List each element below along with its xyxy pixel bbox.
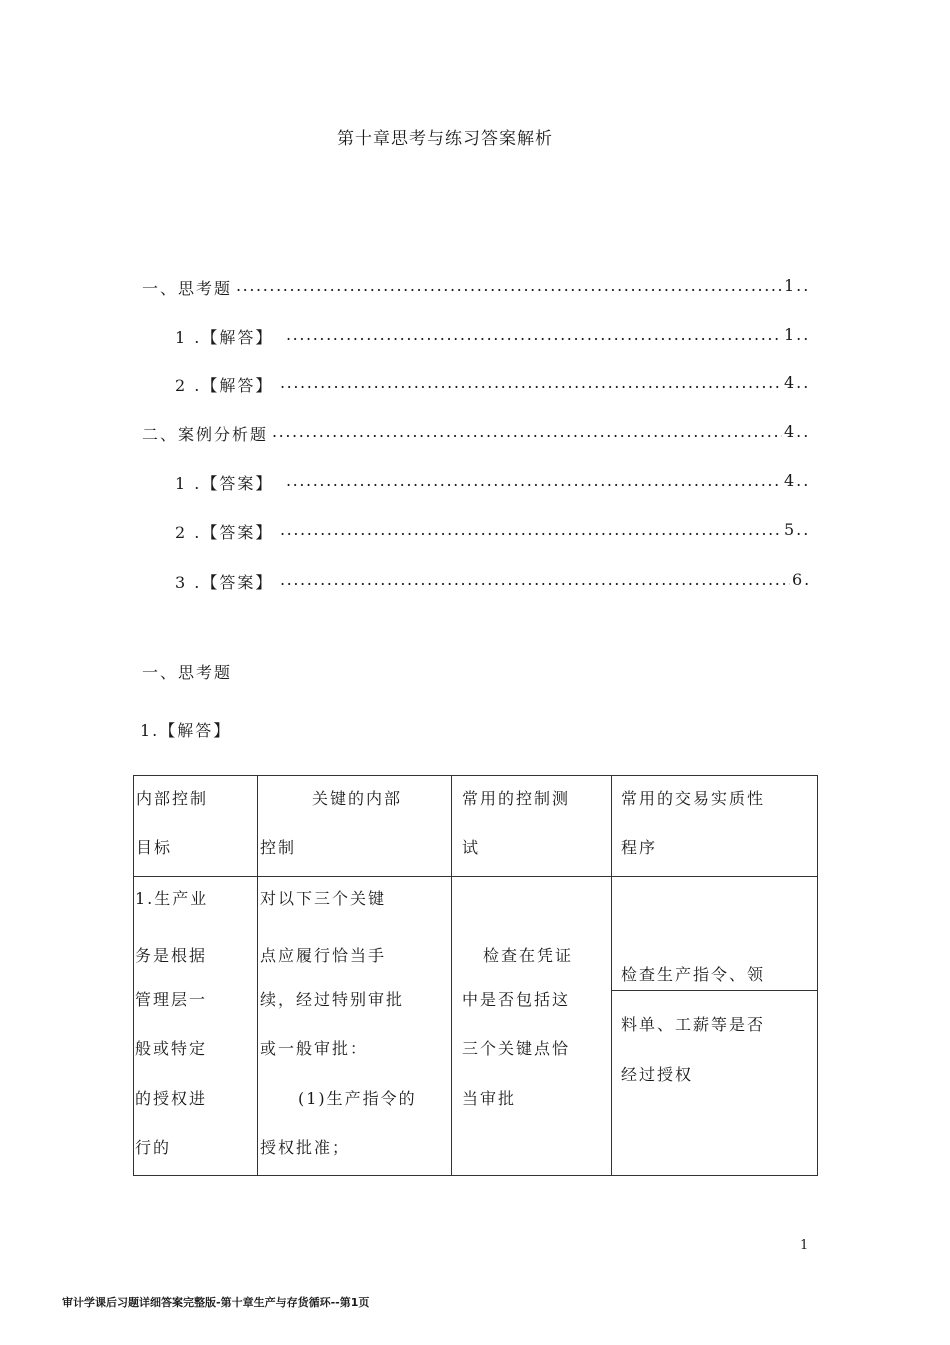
toc-page: 4..	[784, 373, 811, 392]
cell-line: 授权批准；	[260, 1138, 351, 1157]
table-cell	[134, 877, 258, 1176]
toc-label: 1 .【解答】	[175, 328, 274, 347]
cell-line: 般或特定	[135, 1039, 208, 1058]
toc-entry[interactable]	[0, 570, 950, 594]
toc-leader	[286, 325, 782, 344]
toc-label: 一、思考题	[142, 279, 233, 298]
table-row	[134, 877, 818, 1176]
cell-line: 控制	[260, 838, 297, 857]
toc-entry[interactable]	[0, 373, 950, 397]
sub-heading: 1.【解答】	[140, 721, 232, 740]
cell-line: 1.生产业	[135, 889, 209, 908]
toc-page: 4..	[784, 471, 811, 490]
cell-line: 检查在凭证	[483, 946, 574, 965]
toc-leader	[236, 276, 782, 295]
cell-line: 务是根据	[135, 946, 208, 965]
toc-page: 6.	[792, 570, 812, 589]
toc-entry[interactable]	[0, 276, 950, 300]
table-header-row	[134, 776, 818, 877]
toc-leader	[286, 471, 782, 490]
toc-page: 1..	[784, 325, 811, 344]
document-title: 第十章思考与练习答案解析	[337, 129, 553, 149]
cell-line: 常用的控制测	[462, 789, 571, 808]
cell-line: 管理层一	[135, 990, 208, 1009]
cell-line: 料单、工薪等是否	[621, 1015, 766, 1034]
control-table	[133, 775, 818, 1176]
table-cell	[612, 877, 818, 1176]
cell-line: 或一般审批：	[260, 1039, 369, 1058]
table-header-cell	[612, 776, 818, 877]
cell-line: 目标	[136, 838, 173, 857]
toc-leader	[280, 570, 790, 589]
cell-line: 试	[462, 838, 481, 857]
cell-line: 对以下三个关键	[260, 889, 387, 908]
cell-line: 续，经过特别审批	[260, 990, 405, 1009]
toc-page: 4..	[784, 422, 811, 441]
cell-line: 行的	[135, 1138, 172, 1157]
cell-divider	[612, 990, 817, 991]
toc-leader	[272, 422, 782, 441]
table-cell	[452, 877, 612, 1176]
cell-line: 三个关键点恰	[462, 1039, 571, 1058]
cell-line: 的授权进	[135, 1089, 208, 1108]
toc-label: 2 .【解答】	[175, 376, 274, 395]
cell-line: (1)生产指令的	[298, 1089, 417, 1108]
cell-line: 常用的交易实质性	[621, 789, 766, 808]
toc-leader	[280, 373, 782, 392]
cell-line: 关键的内部	[312, 789, 403, 808]
table-header-cell	[258, 776, 452, 877]
cell-line: 中是否包括这	[462, 990, 571, 1009]
table-header-cell	[452, 776, 612, 877]
table-header-cell	[134, 776, 258, 877]
toc-label: 1 .【答案】	[175, 474, 274, 493]
cell-line: 内部控制	[136, 789, 209, 808]
cell-line: 程序	[621, 838, 658, 857]
toc-page: 1..	[784, 276, 811, 295]
page-number: 1	[800, 1238, 809, 1253]
cell-line: 当审批	[462, 1089, 517, 1108]
toc-leader	[280, 520, 782, 539]
table-cell	[258, 877, 452, 1176]
section-heading: 一、思考题	[142, 663, 233, 682]
toc-entry[interactable]	[0, 471, 950, 495]
toc-label: 3 .【答案】	[175, 573, 274, 592]
toc-page: 5..	[784, 520, 811, 539]
toc-entry[interactable]	[0, 520, 950, 544]
toc-entry[interactable]	[0, 325, 950, 349]
cell-line: 检查生产指令、领	[621, 965, 766, 984]
toc-label: 2 .【答案】	[175, 523, 274, 542]
cell-line: 点应履行恰当手	[260, 946, 387, 965]
cell-line: 经过授权	[621, 1065, 694, 1084]
toc-label: 二、案例分析题	[142, 425, 269, 444]
page-footer: 审计学课后习题详细答案完整版-第十章生产与存货循环--第1页	[62, 1296, 370, 1309]
toc-entry[interactable]	[0, 422, 950, 446]
